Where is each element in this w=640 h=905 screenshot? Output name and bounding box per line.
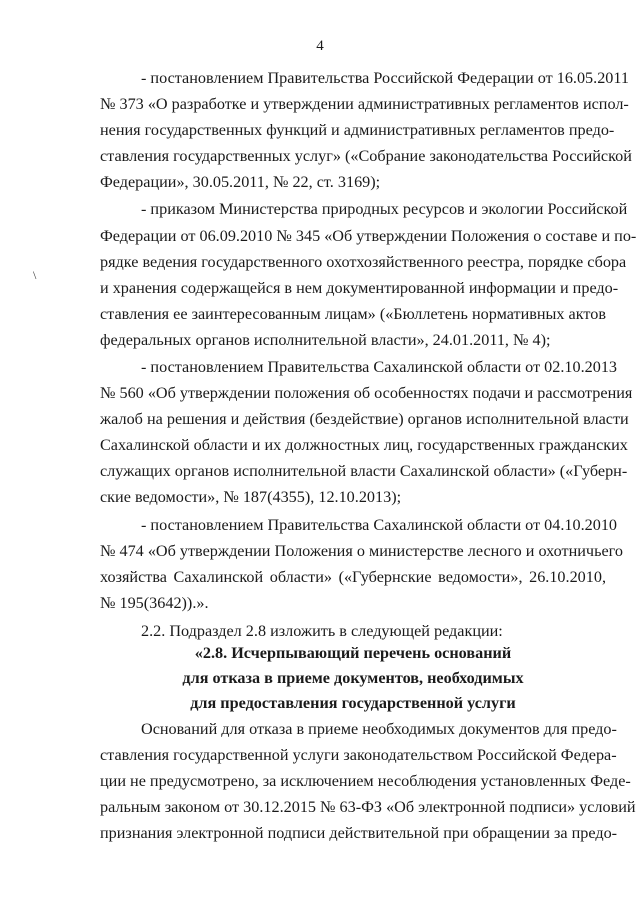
paragraph-line: № 195(3642)).».: [100, 594, 209, 612]
paragraph-line: ставления государственной услуги законодательством Российской Федера-: [100, 746, 617, 764]
paragraph-line: - постановлением Правительства Российской Федерации от 16.05.2011: [141, 69, 629, 87]
paragraph-line: - постановлением Правительства Сахалинской области от 04.10.2010: [141, 516, 618, 534]
paragraph-line: 2.2. Подраздел 2.8 изложить в следующей редакции:: [141, 622, 503, 640]
paragraph-line: ские ведомости», № 187(4355), 12.10.2013);: [100, 488, 402, 506]
section-heading-line: для отказа в приеме документов, необходимых: [182, 669, 524, 687]
paragraph-line: № 560 «Об утверждении положения об особенностях подачи и рассмотрения: [100, 384, 633, 402]
paragraph-line: нения государственных функций и административных регламентов предо-: [100, 121, 615, 139]
paragraph-line: и хранения содержащейся в нем документированной информации и предо-: [100, 279, 619, 297]
paragraph-line: хозяйства Сахалинской области» («Губернские ведомости», 26.10.2010,: [100, 568, 606, 586]
paragraph-line: Оснований для отказа в приеме необходимых документов для предо-: [141, 720, 617, 738]
paragraph-line: - приказом Министерства природных ресурсов и экологии Российской: [141, 200, 628, 218]
section-heading-line: «2.8. Исчерпывающий перечень оснований: [194, 644, 512, 662]
page-number: 4: [316, 38, 324, 54]
paragraph-line: ставления ее заинтересованным лицам» («Бюллетень нормативных актов: [100, 305, 606, 323]
paragraph-line: ральным законом от 30.12.2015 № 63-ФЗ «Об электронной подписи» условий: [100, 798, 636, 816]
paragraph-line: служащих органов исполнительной власти Сахалинской области» («Губерн-: [100, 462, 628, 480]
margin-mark: \: [33, 268, 37, 282]
paragraph-line: ции не предусмотрено, за исключением несоблюдения установленных Феде-: [100, 772, 631, 790]
paragraph-line: ставления государственных услуг» («Собрание законодательства Российской: [100, 147, 632, 165]
section-heading-line: для предоставления государственной услуги: [190, 694, 516, 712]
paragraph-line: № 474 «Об утверждении Положения о министерстве лесного и охотничьего: [100, 542, 623, 560]
paragraph-line: признания электронной подписи действительной при обращении за предо-: [100, 824, 618, 842]
paragraph-line: - постановлением Правительства Сахалинской области от 02.10.2013: [141, 358, 618, 376]
paragraph-line: № 373 «О разработке и утверждении административных регламентов испол-: [100, 95, 629, 113]
paragraph-line: жалоб на решения и действия (бездействие) органов исполнительной власти: [100, 410, 629, 428]
paragraph-line: Федерации», 30.05.2011, № 22, ст. 3169);: [100, 173, 381, 191]
paragraph-line: федеральных органов исполнительной власти», 24.01.2011, № 4);: [100, 331, 551, 349]
paragraph-line: Федерации от 06.09.2010 № 345 «Об утверждении Положения о составе и по-: [100, 227, 637, 245]
paragraph-line: Сахалинской области и их должностных лиц, государственных гражданских: [100, 436, 628, 454]
paragraph-line: рядке ведения государственного охотхозяйственного реестра, порядке сбора: [100, 253, 627, 271]
